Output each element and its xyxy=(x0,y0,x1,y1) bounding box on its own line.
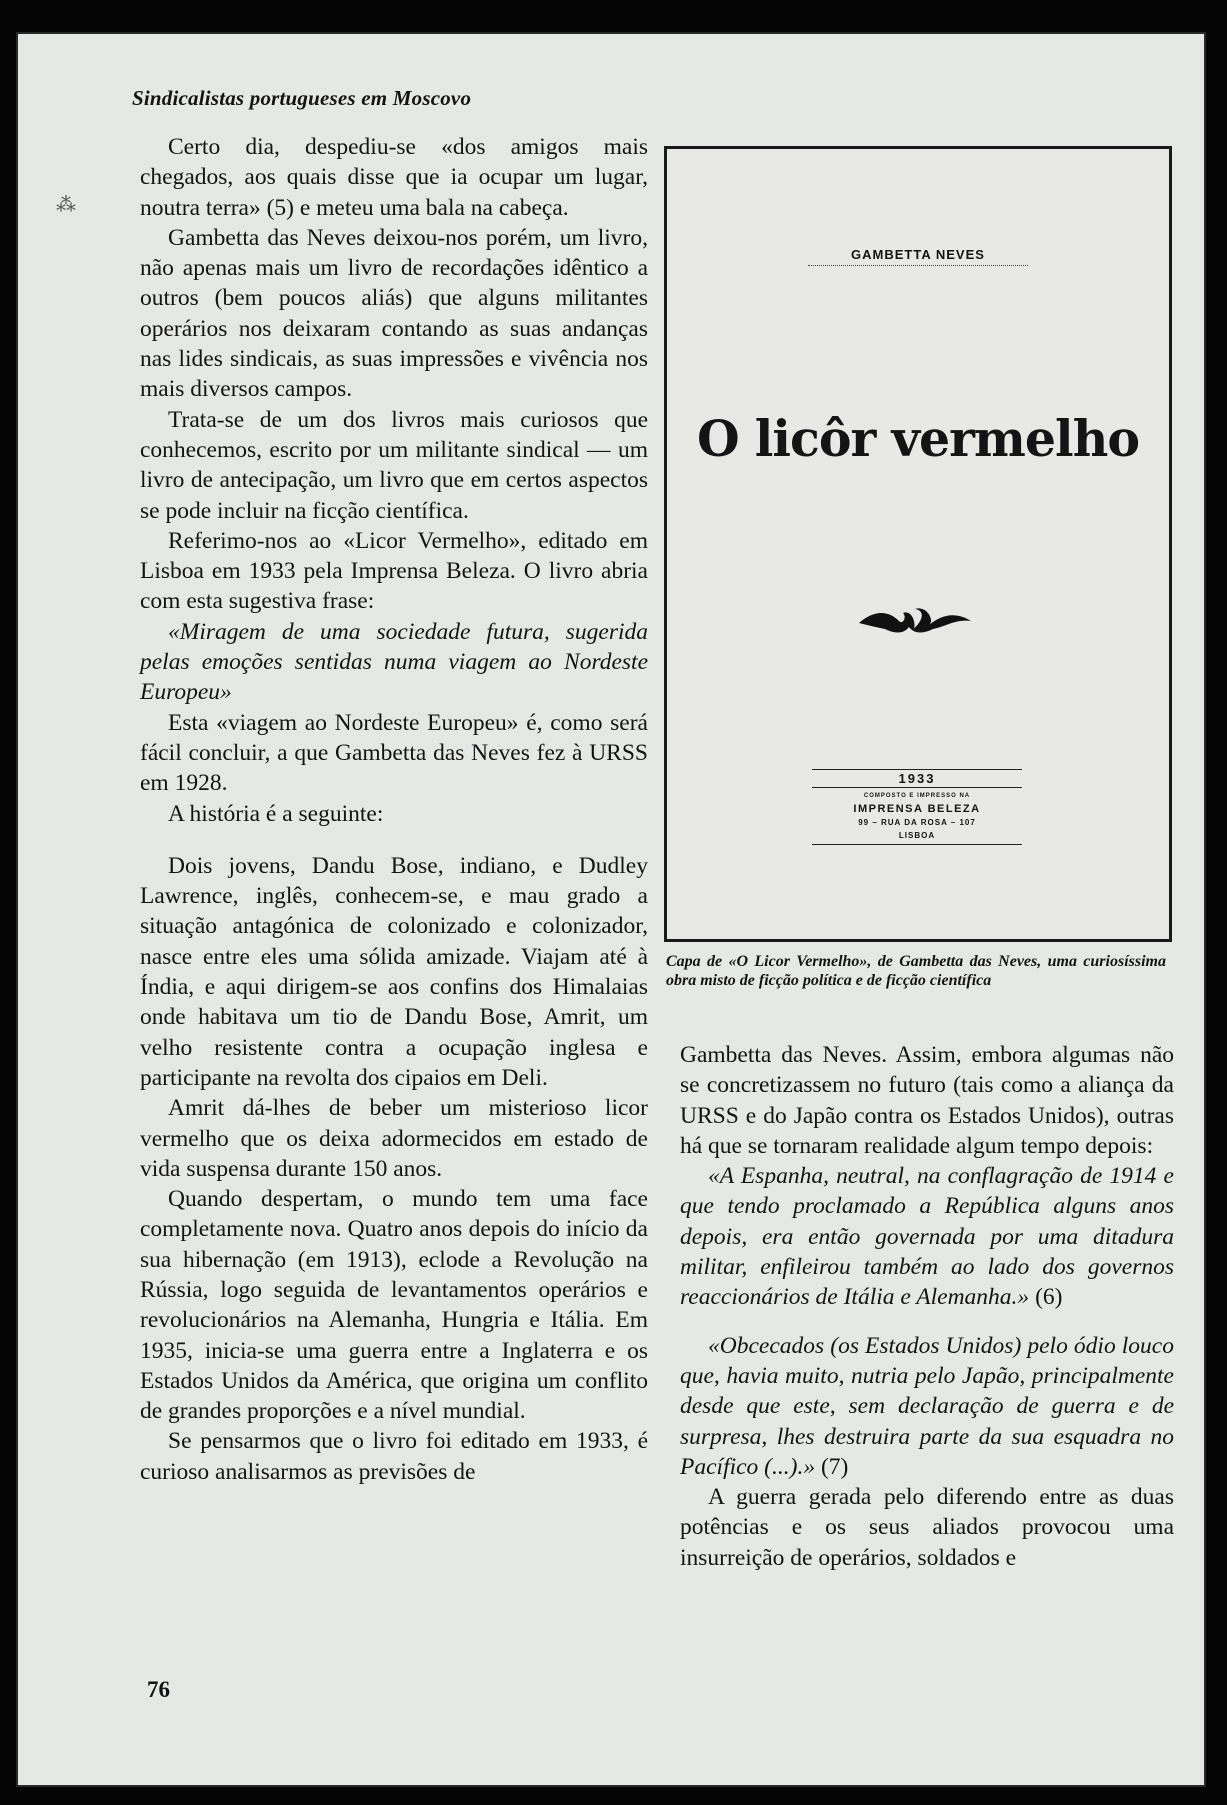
quote-block xyxy=(680,1161,1174,1312)
paragraph: Se pensarmos que o livro foi editado em 1933, é curioso analisarmos as previsões de xyxy=(140,1428,648,1485)
ornament-icon xyxy=(855,599,975,639)
quote-block xyxy=(680,1331,1174,1482)
paragraph: Amrit dá-lhes de beber um misterioso licor vermelho que os deixa adormecidos em estado de vida suspensa durante 150 anos. xyxy=(140,1095,648,1182)
cover-imprint xyxy=(812,767,1022,847)
paragraph: A guerra gerada pelo diferendo entre as duas potências e os seus aliados provocou uma insurreição de operários, soldados e xyxy=(680,1484,1174,1571)
book-page xyxy=(16,32,1206,1787)
paragraph: Gambetta das Neves deixou-nos porém, um livro, não apenas mais um livro de recordações idêntico a outros (bem poucos aliás) que alguns militantes operários nos deixaram contando as suas andanças nas lides sindicais, as suas impressões e vivência nos mais diversos campos. xyxy=(140,224,648,403)
paragraph: Gambetta das Neves. Assim, embora algumas não se concretizassem no futuro (tais como a aliança da URSS e do Japão contra os Estados Unidos), outras há que se tornaram realidade algum tempo depois: xyxy=(680,1042,1174,1159)
quote-text: «Obcecados (os Estados Unidos) pelo ódio louco que, havia muito, nutria pelo Japão, principalmente desde que este, sem declaração de guerra e de surpresa, lhes destruira parte da sua esquadra no Pacífico (...).» xyxy=(680,1332,1174,1480)
epigraph-quote: «Miragem de uma sociedade futura, sugerida pelas emoções sentidas numa viagem ao Nordeste Europeu» xyxy=(140,618,648,706)
cover-printer: IMPRENSA BELEZA xyxy=(853,803,981,815)
right-column xyxy=(680,1040,1174,1573)
left-column xyxy=(140,132,648,1487)
paragraph: Dois jovens, Dandu Bose, indiano, e Dudley Lawrence, inglês, conhecem-se, e mau grado a situação antagónica de colonizado e colonizador, nasce entre eles uma sólida amizade. Viajam até à Índia, e aqui dirigem-se aos confins dos Himalaias onde habitava um tio de Dandu Bose, Amrit, um velho resistente contra a ocupação inglesa e participante na revolta dos cipaios em Deli. xyxy=(140,852,648,1091)
page-number: 76 xyxy=(147,1677,170,1702)
paragraph: Certo dia, despediu-se «dos amigos mais chegados, aos quais disse que ia ocupar um lugar, noutra terra» (5) e meteu uma bala na cabeça. xyxy=(140,134,648,221)
paragraph: Trata-se de um dos livros mais curiosos que conhecemos, escrito por um militante sindical — um livro de antecipação, um livro que em certos aspectos se pode incluir na ficção científica. xyxy=(140,406,648,524)
paragraph: A história é a seguinte: xyxy=(168,800,384,827)
quote-text: «A Espanha, neutral, na conflagração de 1914 e que tendo proclamado a República alguns anos depois, era então governada por uma ditadura militar, enfileirou também ao lado dos governos reaccionários de Itália e Alemanha.» xyxy=(680,1163,1174,1311)
cover-author: GAMBETTA NEVES xyxy=(667,247,1169,266)
paragraph: Esta «viagem ao Nordeste Europeu» é, como será fácil concluir, a que Gambetta das Neves fez à URSS em 1928. xyxy=(140,709,648,797)
footnote-ref: (6) xyxy=(1029,1284,1063,1311)
cover-title: O licôr vermelho xyxy=(696,409,1140,468)
figure-caption: Capa de «O Licor Vermelho», de Gambetta das Neves, uma curiosíssima obra misto de ficção política e de ficção científica xyxy=(666,953,1166,989)
footnote-ref: (7) xyxy=(815,1453,849,1480)
cover-year: 1933 xyxy=(898,771,936,786)
ink-smudge: ⁂ xyxy=(56,194,76,216)
paragraph: Quando despertam, o mundo tem uma face completamente nova. Quatro anos depois do início da sua hibernação (em 1913), eclode a Revolução na Rússia, logo seguida de levantamentos operários e revolucionários na Alemanha, Hungria e Itália. Em 1935, inicia-se uma guerra entre a Inglaterra e os Estados Unidos da América, que origina um conflito de grandes proporções e a nível mundial. xyxy=(140,1186,648,1425)
cover-address: 99 – RUA DA ROSA – 107 xyxy=(858,818,976,827)
cover-printer-note: COMPOSTO E IMPRESSO NA xyxy=(863,793,971,799)
cover-city: LISBOA xyxy=(898,831,936,840)
running-head: Sindicalistas portugueses em Moscovo xyxy=(132,86,472,110)
paragraph: Referimo-nos ao «Licor Vermelho», editado em Lisboa em 1933 pela Imprensa Beleza. O livro abria com esta sugestiva frase: xyxy=(140,527,648,615)
book-cover-figure xyxy=(664,146,1172,942)
